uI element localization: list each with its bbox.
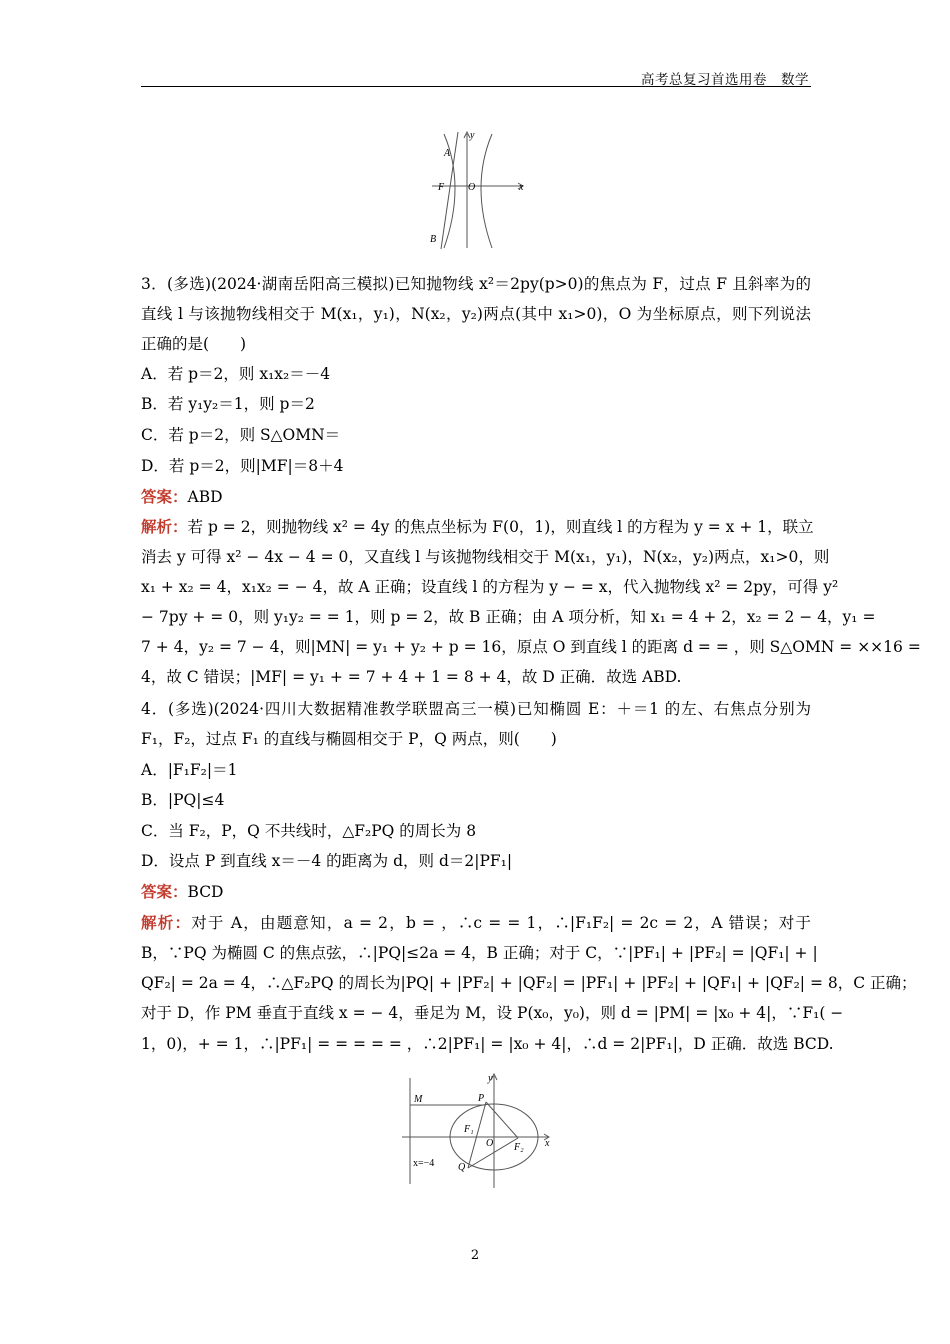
label-Q: Q	[458, 1162, 466, 1173]
label-O: O	[468, 182, 476, 193]
q3-analysis-line-6: 4，故 C 错误；|MF| = y₁ + = 7 + 4 + 1 = 8 + 4，故 D 正确．故选 ABD.	[141, 668, 682, 686]
q4-answer-label: 答案：	[141, 882, 188, 901]
q4-option-d: D．设点 P 到直线 x＝－4 的距离为 d，则 d＝2|PF₁|	[141, 852, 513, 870]
label-F2: F₂	[514, 1142, 524, 1153]
q3-analysis-text-1: 若 p = 2，则抛物线 x² = 4y 的焦点坐标为 F(0，1)，则直线 l 的方程为 y = x + 1，联立	[187, 518, 814, 536]
q3-answer-value: ABD	[187, 488, 223, 506]
q4-answer-value: BCD	[187, 883, 224, 901]
label-x: x	[545, 1138, 550, 1149]
q4-option-a: A．|F₁F₂|＝1	[141, 761, 238, 779]
q3-analysis-label: 解析：	[141, 517, 188, 536]
label-M: M	[414, 1094, 423, 1105]
page-number: 2	[470, 1248, 480, 1263]
q3-analysis-line-4: − 7py + = 0，则 y₁y₂ = = 1，则 p = 2，故 B 正确；由 A 项分析，知 x₁ = 4 + 2，x₂ = 2 − 4，y₁ =	[141, 608, 876, 626]
hyperbola-figure	[420, 128, 530, 250]
q3-analysis-line-5: 7 + 4，y₂ = 7 − 4，则|MN| = y₁ + y₂ + p = 16，原点 O 到直线 l 的距离 d = = ，则 S△OMN = ××16 =	[141, 638, 921, 656]
q3-answer-label: 答案：	[141, 487, 188, 506]
label-x: x	[519, 182, 524, 193]
q3-analysis-line-1	[141, 517, 814, 537]
q4-stem-line-1: 4．(多选)(2024·四川大数据精准教学联盟高三一模)已知椭圆 E：＋＝1 的左、右焦点分别为	[141, 700, 811, 718]
q3-option-b: B．若 y₁y₂＝1，则 p＝2	[141, 395, 315, 413]
q4-option-b: B．|PQ|≤4	[141, 791, 225, 809]
label-P: P	[478, 1093, 485, 1104]
q3-analysis-line-3: x₁ + x₂ = 4，x₁x₂ = − 4，故 A 正确；设直线 l 的方程为 y − = x，代入抛物线 x² = 2py，可得 y²	[141, 578, 839, 596]
q4-answer-row	[141, 882, 811, 902]
hyperbola-right-branch	[481, 134, 492, 248]
q4-analysis-line-3: QF₂| = 2a = 4，∴△F₂PQ 的周长为|PQ| + |PF₂| + |QF₂| = |PF₁| + |PF₂| + |QF₁| + |QF₂| = 8，C 正确；	[141, 974, 917, 992]
q3-option-c: C．若 p＝2，则 S△OMN＝	[141, 426, 341, 444]
q3-analysis-line-2: 消去 y 可得 x² − 4x − 4 = 0，又直线 l 与该抛物线相交于 M(x₁，y₁)，N(x₂，y₂)两点，x₁>0，则	[141, 548, 830, 566]
q3-option-a: A．若 p＝2，则 x₁x₂＝－4	[141, 365, 331, 383]
q4-analysis-label: 解析：	[141, 913, 192, 932]
label-O: O	[486, 1138, 494, 1149]
q3-stem-line-2: 直线 l 与该抛物线相交于 M(x₁，y₁)，N(x₂，y₂)两点(其中 x₁>0)，O 为坐标原点，则下列说法	[141, 305, 811, 323]
label-A: A	[444, 148, 451, 159]
page-header-title: 高考总复习首选用卷 数学	[641, 72, 809, 88]
label-F: F	[438, 182, 445, 193]
label-B: B	[430, 234, 437, 245]
q4-analysis-line-5: 1，0)，+ = 1，∴|PF₁| = = = = = ，∴2|PF₁| = |x₀ + 4|，∴d = 2|PF₁|，D 正确．故选 BCD.	[141, 1035, 834, 1053]
q3-option-d: D．若 p＝2，则|MF|＝8＋4	[141, 457, 344, 475]
chord-pq	[468, 1102, 486, 1168]
label-y: y	[488, 1073, 493, 1084]
q4-stem-line-2: F₁，F₂，过点 F₁ 的直线与椭圆相交于 P，Q 两点，则( )	[141, 730, 557, 748]
label-F1: F₁	[464, 1124, 474, 1135]
label-y: y	[470, 130, 475, 141]
q3-answer-row	[141, 487, 811, 507]
q4-analysis-line-1	[141, 913, 811, 933]
header-rule	[141, 86, 811, 87]
q3-stem-line-3: 正确的是( )	[141, 335, 247, 353]
q4-analysis-line-4: 对于 D，作 PM 垂直于直线 x = − 4，垂足为 M，设 P(x₀，y₀)，则 d = |PM| = |x₀ + 4|，∵F₁( −	[141, 1004, 844, 1022]
q4-analysis-text-1: 对于 A，由题意知，a = 2，b = ，∴c = = 1，∴|F₁F₂| = 2c = 2，A 错误；对于	[191, 914, 811, 932]
q4-option-c: C．当 F₂，P，Q 不共线时，△F₂PQ 的周长为 8	[141, 822, 477, 840]
label-directrix: x=−4	[413, 1158, 435, 1169]
q3-stem-line-1: 3．(多选)(2024·湖南岳阳高三模拟)已知抛物线 x²＝2py(p>0)的焦点为 F，过点 F 且斜率为的	[141, 275, 811, 293]
ellipse-figure	[398, 1072, 558, 1190]
q4-analysis-line-2: B，∵PQ 为椭圆 C 的焦点弦，∴|PQ|≤2a = 4，B 正确；对于 C，∵|PF₁| + |PF₂| = |QF₁| + |	[141, 944, 818, 962]
